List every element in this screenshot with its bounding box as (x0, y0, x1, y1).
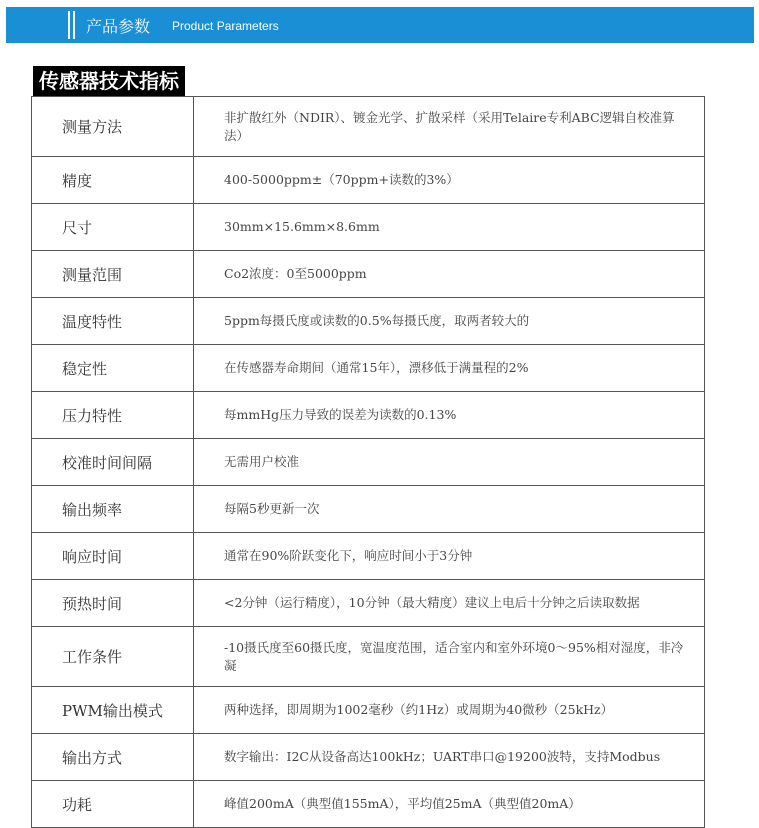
table-row (32, 392, 705, 439)
param-value: -10摄氏度至60摄氏度，宽温度范围，适合室内和室外环境0～95%相对湿度，非冷凝 (194, 627, 705, 687)
param-name: 预热时间 (32, 580, 194, 627)
table-row (32, 781, 705, 828)
table-row (32, 486, 705, 533)
param-name: 测量方法 (32, 97, 194, 157)
param-name: 稳定性 (32, 345, 194, 392)
param-value: 每mmHg压力导致的误差为读数的0.13% (194, 392, 705, 439)
param-value: Co2浓度：0至5000ppm (194, 251, 705, 298)
param-value: 无需用户校准 (194, 439, 705, 486)
param-name: 测量范围 (32, 251, 194, 298)
param-name: 输出方式 (32, 734, 194, 781)
table-row (32, 251, 705, 298)
banner-divider-bar (68, 11, 70, 39)
param-name: 输出频率 (32, 486, 194, 533)
param-name: 功耗 (32, 781, 194, 828)
table-row (32, 97, 705, 157)
param-name: PWM输出模式 (32, 687, 194, 734)
param-value: 通常在90%阶跃变化下，响应时间小于3分钟 (194, 533, 705, 580)
param-value: 每隔5秒更新一次 (194, 486, 705, 533)
param-name: 校准时间间隔 (32, 439, 194, 486)
param-value: 5ppm每摄氏度或读数的0.5%每摄氏度，取两者较大的 (194, 298, 705, 345)
table-row (32, 298, 705, 345)
banner-title-cn: 产品参数 (86, 17, 151, 36)
param-name: 响应时间 (32, 533, 194, 580)
header-banner (6, 7, 754, 43)
table-row (32, 627, 705, 687)
table-row (32, 687, 705, 734)
param-name: 温度特性 (32, 298, 194, 345)
section-title: 传感器技术指标 (33, 66, 185, 96)
param-value: 数字输出：I2C从设备高达100kHz；UART串口@19200波特，支持Modbus (194, 734, 705, 781)
param-value: 30mm×15.6mm×8.6mm (194, 204, 705, 251)
table-row (32, 204, 705, 251)
param-name: 工作条件 (32, 627, 194, 687)
param-value: 400-5000ppm±（70ppm+读数的3%） (194, 157, 705, 204)
parameters-table (31, 96, 705, 828)
banner-divider-bar (73, 11, 75, 39)
table-row (32, 345, 705, 392)
table-row (32, 734, 705, 781)
param-name: 压力特性 (32, 392, 194, 439)
param-name: 尺寸 (32, 204, 194, 251)
table-row (32, 580, 705, 627)
param-value: 两种选择，即周期为1002毫秒（约1Hz）或周期为40微秒（25kHz） (194, 687, 705, 734)
param-value: <2分钟（运行精度），10分钟（最大精度）建议上电后十分钟之后读取数据 (194, 580, 705, 627)
param-name: 精度 (32, 157, 194, 204)
param-value: 非扩散红外（NDIR）、镀金光学、扩散采样（采用Telaire专利ABC逻辑自校准算法） (194, 97, 705, 157)
param-value: 在传感器寿命期间（通常15年），漂移低于满量程的2% (194, 345, 705, 392)
param-value: 峰值200mA（典型值155mA），平均值25mA（典型值20mA） (194, 781, 705, 828)
banner-title-en: Product Parameters (172, 19, 279, 33)
table-row (32, 157, 705, 204)
table-row (32, 439, 705, 486)
table-row (32, 533, 705, 580)
